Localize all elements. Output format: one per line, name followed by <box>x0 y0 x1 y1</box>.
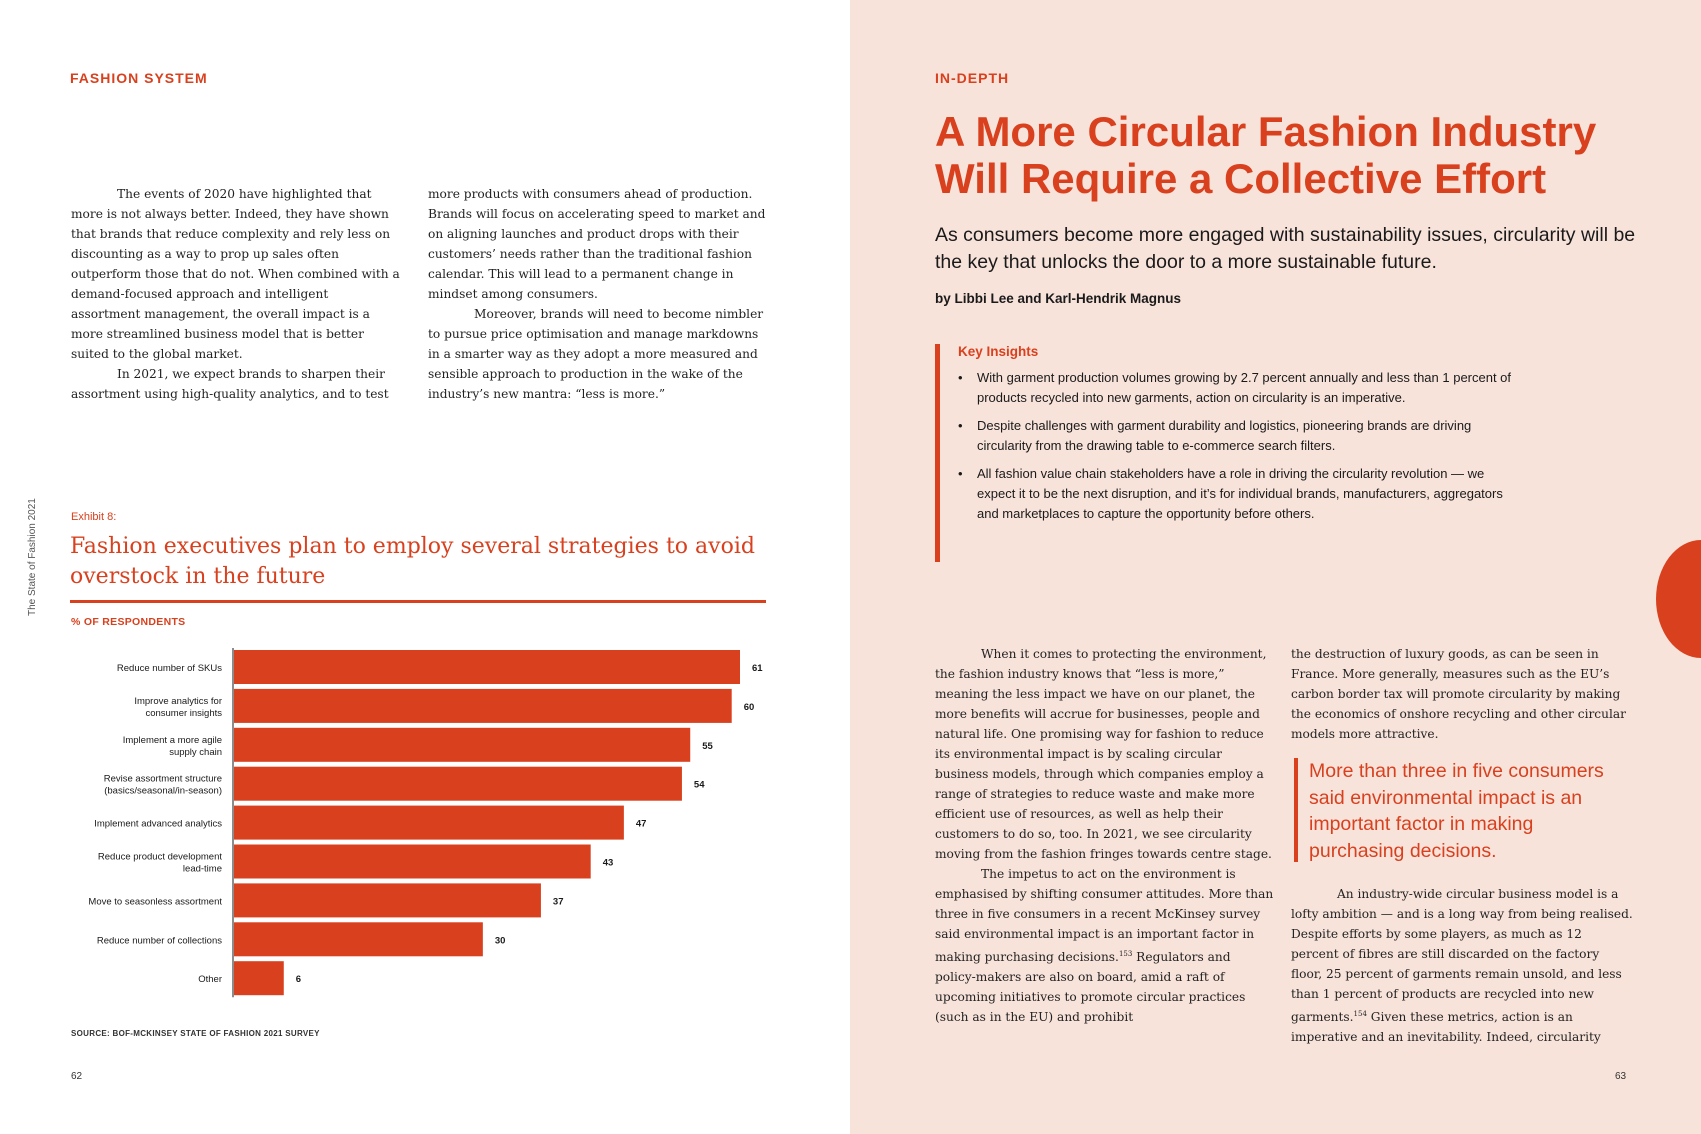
article-column-1 <box>935 644 1275 1027</box>
bar-value-label: 37 <box>552 896 564 908</box>
bar-value-label: 60 <box>743 701 755 713</box>
page-number-left: 62 <box>71 1071 83 1082</box>
byline: by Libbi Lee and Karl-Hendrik Magnus <box>935 291 1182 306</box>
article-paragraph-2 <box>935 864 1275 1027</box>
article-continuation: the destruction of luxury goods, as can be seen in France. More generally, measures such as the EU’s carbon border tax will promote circularity by making the economics of onshore recycling and other circular models more attractive. <box>1291 647 1626 741</box>
bar-value-label: 6 <box>295 974 302 986</box>
section-label: FASHION SYSTEM <box>70 70 208 86</box>
key-insights-box <box>935 344 1540 562</box>
article-column-2 <box>1291 644 1633 744</box>
article-paragraph-3 <box>1291 884 1633 1047</box>
left-page <box>0 0 850 1134</box>
page-number-right: 63 <box>1615 1071 1627 1082</box>
category-label: Other <box>198 974 222 986</box>
intro-paragraph-1: The events of 2020 have highlighted that more is not always better. Indeed, they have shown that brands that reduce complexity and rely less on discounting as a way to prop up sales often outperform those that do not. When combined with a demand-focused approach and intelligent assortment management, the overall impact is a more streamlined business model that is better suited to the global market. <box>71 187 400 361</box>
bar-chart <box>0 640 790 1000</box>
paragraph-text-cont: Given these metrics, action is an imperative and an inevitability. Indeed, circularity <box>1291 1010 1601 1045</box>
paragraph-text-cont: Regulators and policy-makers are also on board, amid a raft of upcoming initiatives to promote circular practices (such as in the EU) and prohibit <box>935 950 1246 1025</box>
bar-4 <box>234 806 624 840</box>
intro-column-1 <box>71 184 401 404</box>
bar-0 <box>234 650 740 684</box>
key-insight-item <box>958 464 1518 524</box>
bar-value-label: 61 <box>752 663 763 674</box>
bullet: • <box>958 370 963 385</box>
paragraph-text: The impetus to act on the environment is emphasised by shifting consumer attitudes. More than three in five consumers in a recent McKinsey survey said environmental impact is an important factor in making purchasing decisions. <box>935 867 1274 965</box>
footnote-ref-154: 154 <box>1353 1010 1367 1018</box>
bar-5 <box>234 845 591 879</box>
key-insight-item <box>958 368 1518 408</box>
key-insights-title: Key Insights <box>958 344 1039 359</box>
bar-value-label: 43 <box>602 857 614 869</box>
bar-value-label: 47 <box>635 818 647 830</box>
article-title <box>935 108 1675 202</box>
title-line-2: Will Require a Collective Effort <box>935 155 1547 202</box>
bar-7 <box>234 922 483 956</box>
pull-quote: More than three in five consumers said environmental impact is an important factor in making purchasing decisions. <box>1294 758 1629 862</box>
category-label: Move to seasonless assortment <box>88 896 222 908</box>
respondents-label: % OF RESPONDENTS <box>71 616 186 628</box>
decorative-circle <box>1656 540 1701 658</box>
right-page <box>850 0 1701 1134</box>
source-note: SOURCE: BOF-MCKINSEY STATE OF FASHION 2021 SURVEY <box>71 1029 320 1038</box>
bar-2 <box>234 728 690 762</box>
bar-8 <box>234 961 284 995</box>
exhibit-title: Fashion executives plan to employ several strategies to avoid overstock in the future <box>70 534 755 589</box>
bullet: • <box>958 466 963 481</box>
category-label: Implement advanced analytics <box>94 818 222 830</box>
publication-side-label: The State of Fashion 2021 <box>27 498 38 616</box>
key-insight-text: All fashion value chain stakeholders have a role in driving the circularity revolution — we expect it to be the next disruption, and it’s for individual brands, manufacturers, aggregators and marketplaces to capture the opportunity before others. <box>977 466 1503 521</box>
key-insight-text: With garment production volumes growing by 2.7 percent annually and less than 1 percent of products recycled into new garments, action on circularity is an imperative. <box>977 370 1512 405</box>
article-column-2-lower <box>1291 884 1633 1047</box>
bar-3 <box>234 767 682 801</box>
bar-value-label: 30 <box>494 935 506 947</box>
article-paragraph-1: When it comes to protecting the environment, the fashion industry knows that “less is more,” meaning the less impact we have on our planet, the more benefits will accrue for businesses, people and natural life. One promising way for fashion to reduce its environmental impact is by scaling circular business models, through which companies employ a range of strategies to reduce waste and make more efficient use of resources, as well as help their customers to do so, too. In 2021, we see circularity moving from the fashion fringes towards centre stage. <box>935 647 1272 861</box>
paragraph-text: An industry-wide circular business model is a lofty ambition — and is a long way from being realised. Despite efforts by some players, as much as 12 percent of fibres are still discarded on the factory floor, 25 percent of garments remain unsold, and less than 1 percent of products are recycled into new garments. <box>1291 887 1633 1025</box>
intro-paragraph-3: Moreover, brands will need to become nimbler to pursue price optimisation and manage markdowns in a smarter way as they adopt a more measured and sensible approach to production in the wake of the industry’s new mantra: “less is more.” <box>428 307 764 401</box>
category-label: Improve analytics for consumer insights <box>134 695 222 719</box>
bar-6 <box>234 883 541 917</box>
bar-value-label: 55 <box>702 740 713 752</box>
exhibit-number: Exhibit 8: <box>71 511 117 523</box>
category-label: Reduce number of collections <box>96 935 222 947</box>
intro-continuation: more products with consumers ahead of production. Brands will focus on accelerating speed to market and on aligning launches and product drops with their customers’ needs rather than the traditional fashion calendar. This will lead to a permanent change in mindset among consumers. <box>428 187 766 301</box>
article-subtitle: As consumers become more engaged with sustainability issues, circularity will be the key that unlocks the door to a more sustainable future. <box>935 224 1636 273</box>
bar-1 <box>234 689 732 723</box>
key-insight-item <box>958 416 1518 456</box>
footnote-ref-153: 153 <box>1118 950 1133 958</box>
category-label: Implement a more agile supply chain <box>122 734 222 758</box>
category-label: Reduce number of SKUs <box>116 663 222 674</box>
category-label: Revise assortment structure (basics/seasonal/in-season) <box>103 773 222 797</box>
exhibit-rule <box>70 600 766 603</box>
title-line-1: A More Circular Fashion Industry <box>935 108 1597 155</box>
category-label: Reduce product development lead-time <box>97 851 222 875</box>
intro-paragraph-2: In 2021, we expect brands to sharpen their assortment using high-quality analytics, and to test <box>71 367 389 401</box>
key-insight-text: Despite challenges with garment durability and logistics, pioneering brands are driving circularity from the drawing table to e-commerce search filters. <box>977 418 1472 453</box>
key-insights-list <box>958 368 1518 532</box>
bullet: • <box>958 418 963 433</box>
bar-value-label: 54 <box>693 779 705 791</box>
section-label-right: IN-DEPTH <box>935 70 1010 86</box>
intro-column-2 <box>428 184 768 404</box>
